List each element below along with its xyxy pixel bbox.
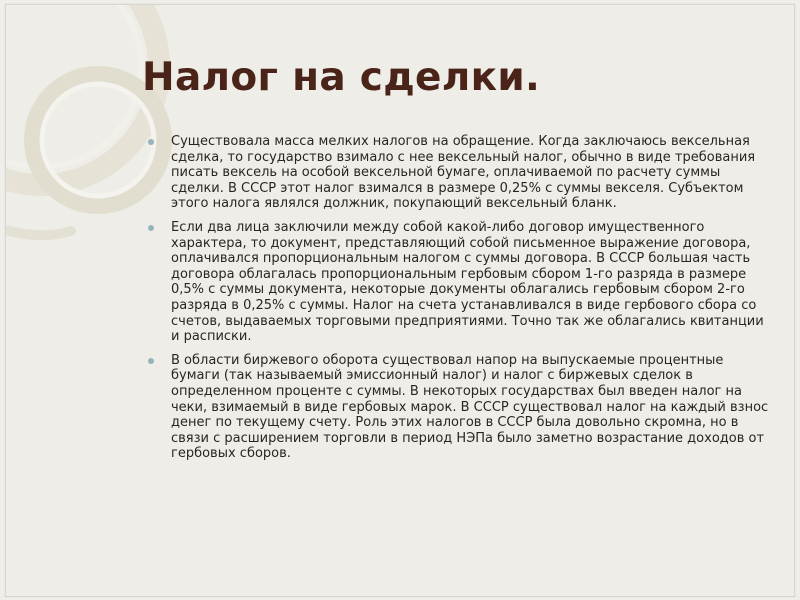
circle-bullet-icon bbox=[148, 139, 154, 145]
bullet-list bbox=[146, 134, 774, 470]
circle-bullet-icon bbox=[148, 225, 154, 231]
list-item bbox=[146, 220, 774, 345]
list-item-text: В области биржевого оборота существовал напор на выпускаемые процентные бумаги (так называемый эмиссионный налог) и налог с биржевых сделок в определенном проценте с суммы. В некоторых государствах был введен налог на чеки, взимаемый в виде гербовых марок. В СССР существовал налог на каждый взнос денег по текущему счету. Роль этих налогов в СССР была довольно скромна, но в связи с расширением торговли в период НЭПа было заметно возрастание доходов от гербовых сборов. bbox=[171, 352, 769, 462]
slide-frame bbox=[5, 4, 795, 597]
list-item bbox=[146, 353, 774, 462]
list-item-text: Существовала масса мелких налогов на обращение. Когда заключаюсь вексельная сделка, то государство взимало с нее вексельный налог, обычно в виде требования писать вексель на особой вексельной бумаге, оплачиваемой по расчету суммы сделки. В СССР этот налог взимался в размере 0,25% с суммы векселя. Субъектом этого налога являлся должник, покупающий вексельный бланк. bbox=[171, 134, 756, 212]
page-title: Налог на сделки. bbox=[142, 55, 541, 100]
circle-bullet-icon bbox=[148, 358, 154, 364]
list-item-text: Если два лица заключили между собой какой-либо договор имущественного характера, то документ, представляющий собой письменное выражение договора, оплачивался пропорциональным налогом с суммы договора. В СССР большая часть договора облагалась пропорциональным гербовым сбором 1-го разряда в размере 0,5% с суммы документа, некоторые документы облагались гербовым сбором 2-го разряда в 0,25% с суммы. Налог на счета устанавливался в виде гербового сбора со счетов, выдаваемых торговыми предприятиями. Точно так же облагались квитанции и расписки. bbox=[171, 219, 764, 345]
list-item bbox=[146, 134, 774, 212]
